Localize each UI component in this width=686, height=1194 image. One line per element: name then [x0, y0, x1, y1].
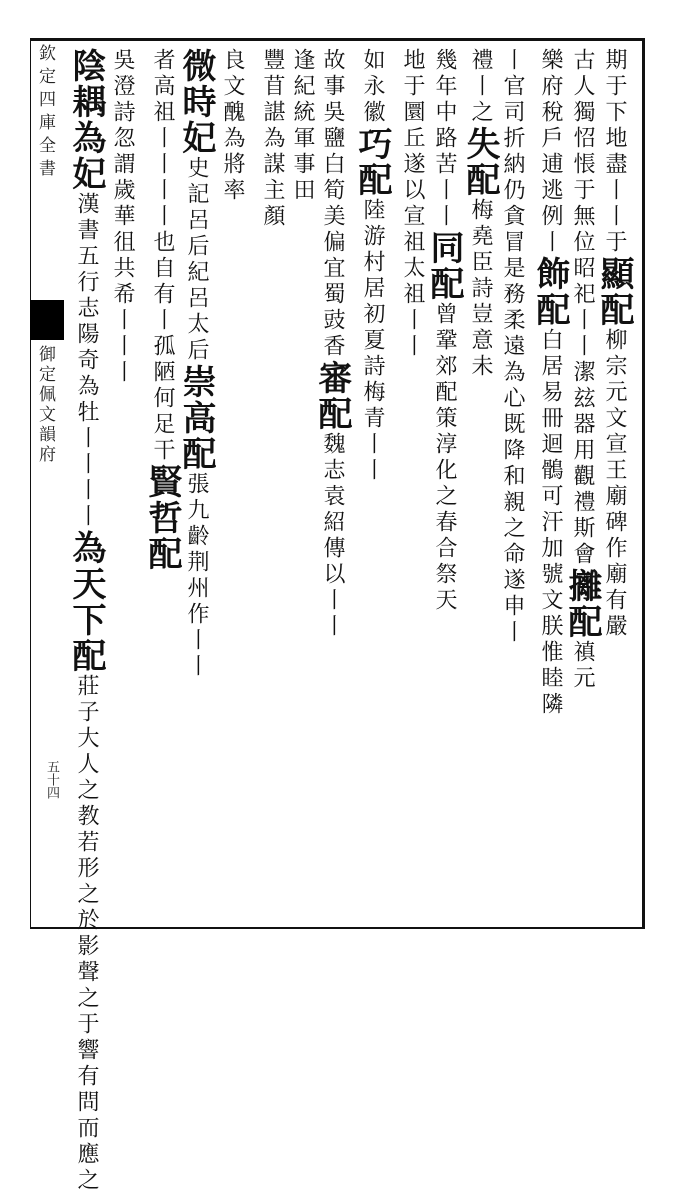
text-column: [424, 48, 464, 614]
headword: 顯配: [594, 256, 634, 328]
text-column: [460, 48, 500, 380]
text-column: [594, 48, 634, 640]
headword: 賢哲配: [142, 464, 182, 572]
column-text: 樂府稅戶逋逃例丨: [538, 48, 563, 256]
headword: 陰耦為妃: [66, 48, 106, 192]
column-text: 幾年中路苦丨丨: [432, 48, 457, 230]
column-text: 地于圜丘遂以宣祖太祖丨丨: [400, 48, 425, 360]
column-text: 漢書五行志陽奇: [74, 192, 99, 374]
column-text: 逢紀統軍事田: [290, 48, 315, 204]
column-text: 丨官司折納仍貪冒: [500, 48, 525, 256]
bottom-rule: [30, 927, 645, 929]
page-number: 五十四: [44, 760, 59, 799]
right-frame-line: [642, 38, 645, 929]
column-text: 為牡丨丨丨丨: [74, 374, 99, 530]
text-column: [258, 48, 286, 230]
column-text: 豐苜諶為謀主顏: [260, 48, 285, 230]
section-title: 御定佩文韻府: [35, 345, 55, 465]
text-column: [398, 48, 426, 360]
column-text: 莊子大人之教若形之於: [74, 674, 99, 934]
headword: 失配: [460, 126, 500, 198]
column-text: 禛元: [570, 640, 595, 692]
text-column: [498, 48, 526, 646]
column-text: 徂共希丨丨丨: [110, 230, 135, 386]
column-text: 白居易冊迴鶻可汗加號文朕惟睦隣: [538, 328, 563, 718]
column-text: 柳宗元文宣王廟碑作廟有嚴: [602, 328, 627, 640]
column-text: 如永徽: [360, 48, 385, 126]
book-title: 欽定四庫全書: [35, 44, 55, 182]
headword: 為天下配: [66, 530, 106, 674]
column-text: 魏志袁紹傳以丨丨: [320, 432, 345, 640]
headword: 同配: [424, 230, 464, 302]
top-rule: [30, 38, 645, 41]
column-text: 吳澄詩忽謂歲華: [110, 48, 135, 230]
text-column: [176, 48, 216, 680]
column-text: 陸游村居初夏詩梅青丨丨: [360, 198, 385, 484]
text-column: [218, 48, 246, 204]
text-column: [562, 48, 602, 692]
headword: 飾配: [530, 256, 570, 328]
text-column: [352, 48, 392, 484]
column-text: 禮丨之: [468, 48, 493, 126]
column-text: 曾鞏郊配策淳化之春合祭天: [432, 302, 457, 614]
column-text: 者高祖丨丨丨丨也: [150, 48, 175, 256]
left-frame-line: [30, 38, 31, 929]
text-column: [530, 48, 570, 718]
text-column: [66, 48, 106, 1194]
column-text: 昭祀丨丨潔玆器用觀禮斯會: [570, 256, 595, 568]
text-column: [288, 48, 316, 204]
column-text: 張九齡荆州作丨丨: [184, 472, 209, 680]
column-text: 吳鹽白筍美偏宜蜀豉香: [320, 100, 345, 360]
headword: 微時妃: [176, 48, 216, 156]
fish-tail-marker: [30, 300, 64, 340]
headword: 攡配: [562, 568, 602, 640]
column-text: 是務柔遠為心既降和親之命遂申丨: [500, 256, 525, 646]
headword: 巧配: [352, 126, 392, 198]
column-text: 期于下地盡丨丨于: [602, 48, 627, 256]
text-column: [312, 48, 352, 640]
text-column: [108, 48, 136, 386]
column-text: 良文醜為將率: [220, 48, 245, 204]
column-text: 梅堯臣詩豈意未: [468, 198, 493, 380]
headword: 崇高配: [176, 364, 216, 472]
column-text: 自有丨孤陋何足干: [150, 256, 175, 464]
text-column: [142, 48, 182, 572]
headword: 審配: [312, 360, 352, 432]
column-text: 影聲之于響有問而應之: [74, 934, 99, 1194]
column-text: 史記呂后紀呂太后: [184, 156, 209, 364]
column-text: 古人獨怊悵于無位: [570, 48, 595, 256]
column-text: 故事: [320, 48, 345, 100]
